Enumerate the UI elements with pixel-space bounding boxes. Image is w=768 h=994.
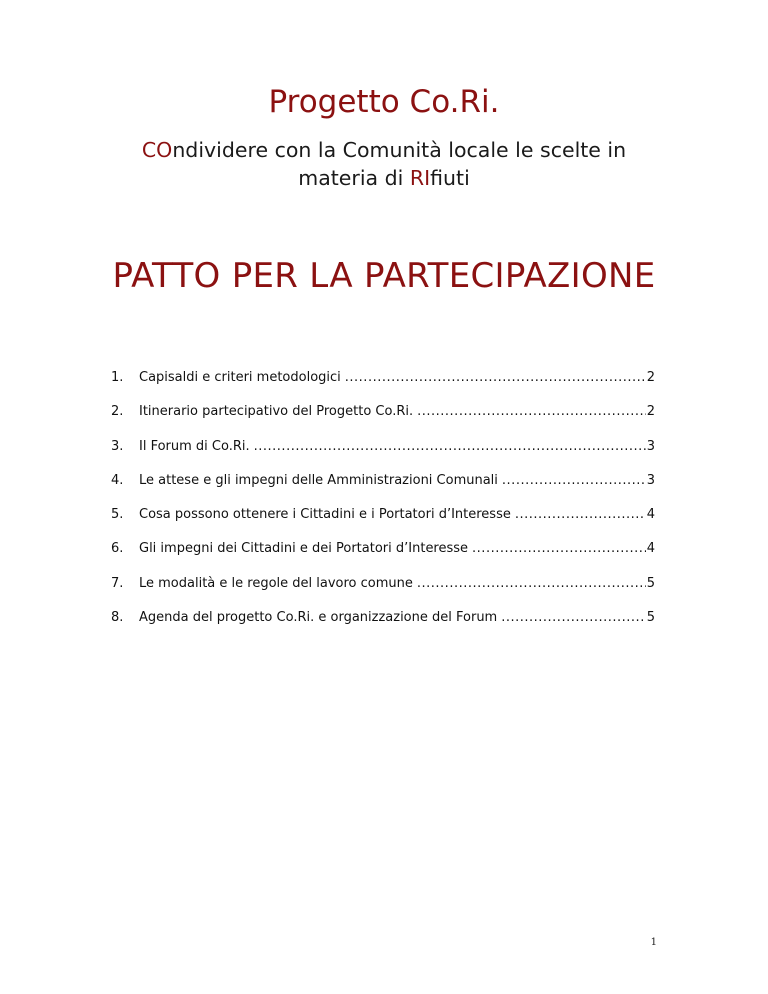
project-subtitle [96,136,672,192]
toc-entry[interactable] [111,576,655,610]
toc-dot-leader [502,473,646,489]
toc-entry-title: Agenda del progetto Co.Ri. e organizzazione del Forum [139,610,498,626]
subtitle-highlight-co: CO [141,138,173,162]
toc-entry-page: 4 [646,507,655,523]
subtitle-highlight-ri: RI [409,166,431,190]
toc-entry-number: 7. [111,575,124,591]
toc-dot-leader [515,507,646,523]
toc-entry[interactable] [111,473,655,507]
toc-entry-number: 5. [111,507,124,523]
toc-dot-leader [501,610,646,626]
toc-entry-page: 2 [646,404,655,420]
toc-dot-leader [472,541,646,557]
toc-entry-number: 6. [111,541,124,557]
toc-entry-number: 8. [111,610,124,626]
project-title: Progetto Co.Ri. [268,84,500,120]
subtitle-line2-suffix: fiuti [430,166,470,190]
table-of-contents [111,370,655,644]
toc-dot-leader [417,404,646,420]
toc-entry-title: Le modalità e le regole del lavoro comune [139,575,413,591]
toc-entry-number: 4. [111,472,124,488]
toc-entry[interactable] [111,439,655,473]
toc-entry-number: 1. [111,370,124,385]
toc-entry-title: Cosa possono ottenere i Cittadini e i Portatori d’Interesse [139,507,511,523]
toc-entry-page: 4 [646,541,655,557]
toc-entry[interactable] [111,541,655,575]
toc-entry-number: 2. [111,404,124,420]
toc-entry-page: 5 [646,610,655,626]
toc-entry-page: 2 [646,370,655,385]
toc-entry[interactable] [111,610,655,644]
toc-entry[interactable] [111,370,655,404]
toc-dot-leader [345,370,646,386]
toc-entry-title: Le attese e gli impegni delle Amministrazioni Comunali [139,472,498,488]
toc-entry-title: Itinerario partecipativo del Progetto Co.Ri. [139,404,414,420]
toc-entry-title: Il Forum di Co.Ri. [139,438,250,454]
toc-entry-title: Gli impegni dei Cittadini e dei Portatori d’Interesse [139,541,469,557]
page-number: 1 [650,937,657,948]
toc-dot-leader [417,576,646,592]
toc-entry[interactable] [111,507,655,541]
document-heading: PATTO PER LA PARTECIPAZIONE [112,256,656,296]
toc-entry-page: 3 [646,438,655,454]
subtitle-line2-prefix: materia di [298,166,410,190]
toc-dot-leader [254,439,646,455]
toc-entry-page: 5 [646,575,655,591]
toc-entry-number: 3. [111,438,124,454]
toc-entry[interactable] [111,404,655,438]
subtitle-line1-text: ndividere con la Comunità locale le scelte in [172,138,627,162]
toc-entry-page: 3 [646,472,655,488]
toc-entry-title: Capisaldi e criteri metodologici [139,370,341,385]
